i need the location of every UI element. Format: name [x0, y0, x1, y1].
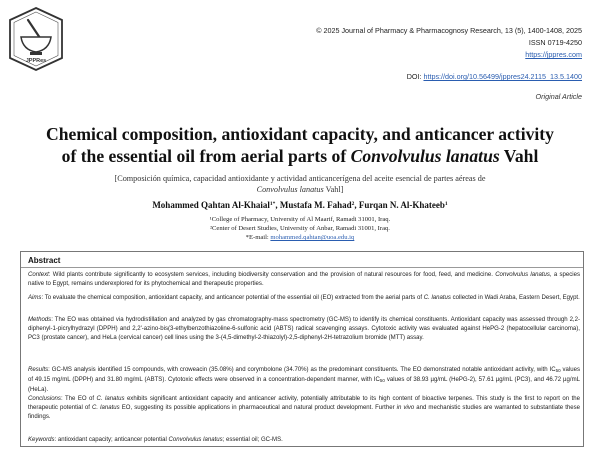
- conclusions-text: : The EO of: [60, 396, 97, 402]
- email-link[interactable]: mohammed.qahtan@uoa.edu.iq: [270, 234, 355, 241]
- spanish-title-line2: [40, 184, 560, 195]
- context-text: : Wild plants contribute significantly to ecosystem services, including biodiversity conservation and the provision of natural resources for food, feed, and medicine.: [48, 272, 496, 278]
- abstract-results: [28, 366, 580, 394]
- conclusions-text-end: and mechanistic studies are warranted to substantiate these findings.: [28, 404, 581, 420]
- conclusions-species: C. lanatus: [96, 396, 125, 402]
- spanish-title-species: Convolvulus lanatus: [256, 185, 324, 194]
- author-name: Furqan N. Al-Khateeb: [358, 200, 445, 210]
- spanish-title-line1: [Composición química, capacidad antioxidante y actividad anticancerígena del aceite esencial de partes aéreas de: [114, 174, 486, 183]
- journal-issn: ISSN 0719-4250: [528, 38, 582, 47]
- abstract-context: [28, 271, 580, 289]
- journal-website-link[interactable]: https://jppres.com: [525, 50, 582, 59]
- author-affiliation-mark: 1: [444, 201, 448, 207]
- email-label: *E-mail:: [245, 234, 271, 241]
- article-type: Original Article: [535, 92, 582, 101]
- results-text-mid: values of 49.15 mg/mL (DPPH) and 31.80 mg/mL (ABTS). Cytotoxic effects were observed in a concentration-dependent manner, with IC: [28, 367, 580, 383]
- keywords-label: Keywords: [28, 437, 55, 443]
- results-label: Results: [28, 367, 49, 373]
- doi-line: [407, 72, 582, 82]
- conclusions-species: C. lanatus: [92, 404, 120, 411]
- journal-logo: [8, 6, 64, 72]
- corresponding-email: [30, 233, 570, 242]
- author-affiliation-mark: 2: [351, 201, 355, 207]
- abstract-heading: Abstract: [28, 256, 61, 265]
- ic50-subscript: 50: [555, 368, 561, 373]
- conclusions-text-mid: exhibits significant antioxidant capacity and anticancer activity, potentially attributable to its high content of bioactive terpenes. This study is the first to report on the therapeutic potential of: [28, 396, 580, 411]
- spanish-title-end: Vahl]: [323, 185, 344, 194]
- abstract-methods: [28, 316, 580, 342]
- logo-text: JPPRes: [25, 58, 47, 64]
- abstract-box: [20, 251, 584, 447]
- title-text: of the essential oil from aerial parts of: [61, 146, 351, 166]
- author-separator: ,: [354, 200, 359, 210]
- ic50-subscript: 50: [379, 377, 385, 383]
- title-author-citation: Vahl: [499, 146, 539, 166]
- author-list: [30, 198, 570, 211]
- article-title-line2: [30, 146, 570, 167]
- doi-link[interactable]: https://doi.org/10.56499/jppres24.2115_13.5.1400: [423, 72, 582, 81]
- aims-text-end: collected in Wadi Araba, Eastern Desert, Egypt.: [450, 295, 580, 301]
- aims-label: Aims: [28, 295, 42, 301]
- journal-citation: © 2025 Journal of Pharmacy & Pharmacognosy Research, 13 (5), 1400-1408, 2025: [316, 26, 582, 35]
- conclusions-label: Conclusions: [28, 396, 61, 402]
- author-name: Mustafa M. Fahad: [279, 200, 352, 210]
- context-label: Context: [28, 272, 49, 278]
- conclusions-text-mid2: EO, suggesting its possible applications in pharmaceutical and natural product development. Further: [119, 404, 397, 411]
- author-name: Mohammed Qahtan Al-Khaial: [152, 200, 270, 210]
- affiliation-2: ²Center of Desert Studies, University of Anbar, Ramadi 31001, Iraq.: [210, 225, 390, 232]
- title-species: Convolvulus lanatus: [350, 146, 500, 166]
- conclusions-in-vivo: in vivo: [396, 404, 415, 411]
- abstract-aims: [28, 294, 580, 303]
- keywords-text: : antioxidant capacity; anticancer potential: [54, 437, 169, 443]
- aims-text: : To evaluate the chemical composition, antioxidant capacity, and anticancer potential of the essential oil (EO) extracted from the aerial parts of: [41, 295, 424, 301]
- affiliation-1: ¹College of Pharmacy, University of Al Maarif, Ramadi 31001, Iraq.: [209, 216, 391, 223]
- doi-label: DOI:: [406, 72, 422, 81]
- abstract-keywords: [28, 436, 580, 445]
- abstract-conclusions: [28, 395, 580, 421]
- mortar-pestle-icon: [8, 6, 64, 72]
- keywords-species: Convolvulus lanatus: [168, 437, 223, 443]
- context-species: Convolvulus lanatus: [495, 272, 550, 278]
- author-affiliation-mark: 1*: [269, 201, 276, 207]
- author-separator: ,: [275, 200, 280, 210]
- context-text-end: , a species native to Egypt, remains underexplored for its phytochemical and therapeutic properties.: [28, 272, 581, 287]
- methods-text: : The EO was obtained via hydrodistillation and analyzed by gas chromatography-mass spectrometry (GC-MS) to identify its chemical constituents. Antioxidant capacity was assessed through 2,2-diphenyl-1-picrylhydrazyl (DPPH) and 2,2'-azino-bis(3-ethylbenzothiazoline-6-sulfonic acid (ABTS) radical scavenging assays. Cytotoxic activity was evaluated against HePG-2 (hepatocellular carcinoma), PC3 (prostate cancer), and HeLa (cervical cancer) cell lines using the 3-(4,5-dimethyl-2-thiazolyl)-2,5-diphenyl-2H-tetrazolium bromide (MTT) assay.: [28, 317, 580, 341]
- methods-label: Methods: [28, 317, 52, 323]
- abstract-divider: [21, 267, 583, 268]
- keywords-text-end: ; essential oil; GC-MS.: [222, 437, 283, 443]
- results-text: : GC-MS analysis identified 15 compounds, with croweacin (35.08%) and corymbolone (34.70%) as the predominant constituents. The EO demonstrated notable antioxidant activity, with IC: [48, 367, 556, 373]
- results-text-end: values of 38.93 µg/mL (HePG-2), 57.61 µg/mL (PC3), and 46.72 µg/mL (HeLa).: [28, 376, 580, 393]
- aims-species: C. lanatus: [423, 295, 451, 301]
- article-title-line1: Chemical composition, antioxidant capacity, and anticancer activity: [46, 124, 554, 144]
